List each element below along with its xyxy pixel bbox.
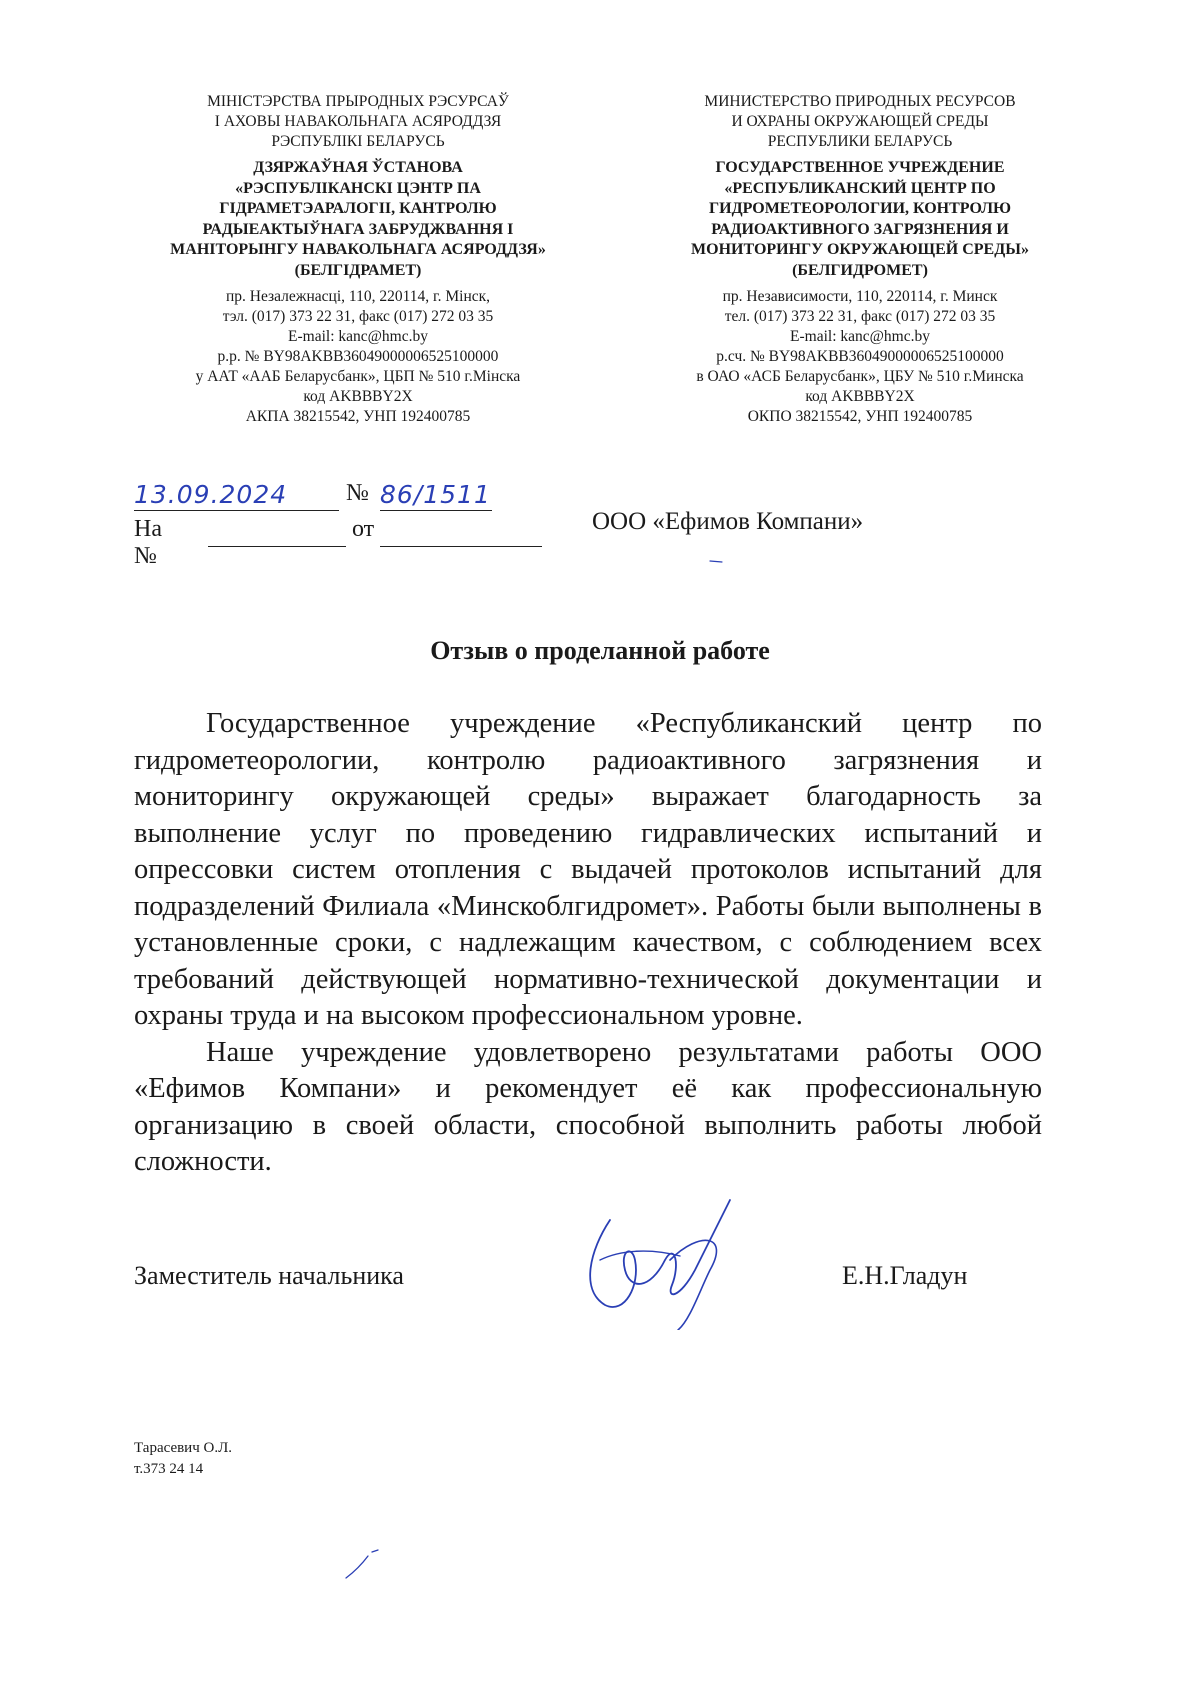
org-name-be [138,158,578,281]
org-line: (БЕЛГІДРАМЕТ) [294,261,422,279]
org-details-be [138,287,578,427]
ministry-line: МИНИСТЕРСТВО ПРИРОДНЫХ РЕСУРСОВ [704,93,1016,110]
ministry-line: РЭСПУБЛІКІ БЕЛАРУСЬ [271,133,445,150]
ministry-line: РЕСПУБЛИКИ БЕЛАРУСЬ [767,133,953,150]
details-line: в ОАО «АСБ Беларусбанк», ЦБУ № 510 г.Минска [696,368,1024,385]
org-line: ГИДРОМЕТЕОРОЛОГИИ, КОНТРОЛЮ [708,200,1012,217]
details-line: E-mail: kanc@hmc.by [790,328,930,345]
ministry-line: І АХОВЫ НАВАКОЛЬНАГА АСЯРОДДЗЯ [214,113,502,130]
details-line: E-mail: kanc@hmc.by [288,328,428,345]
org-line: ГІДРАМЕТЭАРАЛОГІІ, КАНТРОЛЮ [219,200,497,217]
header-right-block [640,92,1080,427]
details-line: код AKBBBY2X [303,388,413,405]
org-line: ГОСУДАРСТВЕННОЕ УЧРЕЖДЕНИЕ [715,159,1005,176]
details-line: р.р. № BY98AKBB36049000006525100000 [217,348,499,365]
executor-name: Тарасевич О.Л. [134,1440,233,1456]
letter-body [134,706,1042,1181]
signatory-position: Заместитель начальника [134,1261,404,1290]
document-title: Отзыв о проделанной работе [430,636,770,665]
org-line: ДЗЯРЖАЎНАЯ ЎСТАНОВА [253,159,463,176]
details-line: код AKBBBY2X [805,388,915,405]
executor-phone: т.373 24 14 [134,1461,204,1477]
ministry-line: МІНІСТЭРСТВА ПРЫРОДНЫХ РЭСУРСАЎ [207,93,509,110]
reference-number-blank [208,516,346,547]
details-line: у ААТ «ААБ Беларусбанк», ЦБП № 510 г.Мінска [195,368,521,385]
org-line: (БЕЛГИДРОМЕТ) [792,261,928,279]
handwritten-signature [580,1190,770,1330]
details-line: р.сч. № BY98AKBB36049000006525100000 [716,348,1004,365]
ministry-name-ru [640,92,1080,152]
org-line: МОНИТОРИНГУ ОКРУЖАЮЩЕЙ СРЕДЫ» [691,241,1029,258]
ink-mark [708,556,728,566]
outgoing-number: 86/1511 [380,480,491,509]
executor-block [134,1438,232,1480]
paragraph: Государственное учреждение «Республиканский центр по гидрометеорологии, контролю радиоактивного загрязнения и мониторингу окружающей среды» выражает благодарность за выполнение услуг по проведению гидравлических испытаний и опрессовки систем отопления с выдачей протоколов испытаний для подразделений Филиала «Минскоблгидромет». Работы были выполнены в установленные сроки, с надлежащим качеством, с соблюдением всех требований действующей нормативно-технической документации и охраны труда и на высоком профессиональном уровне. [134,708,1042,1031]
details-line: пр. Незалежнасці, 110, 220114, г. Мінск, [225,288,491,305]
from-label: от [352,516,375,542]
details-line: пр. Независимости, 110, 220114, г. Минск [722,288,998,305]
reference-label: На № [134,516,162,569]
paragraph: Наше учреждение удовлетворено результатами работы ООО «Ефимов Компани» и рекомендует её как профессиональную организацию в своей области, способной выполнить работы любой сложности. [134,1036,1042,1177]
org-details-ru [640,287,1080,427]
outgoing-date: 13.09.2024 [134,480,339,511]
details-line: тел. (017) 373 22 31, факс (017) 272 03 35 [724,308,996,325]
details-line: ОКПО 38215542, УНП 192400785 [747,408,973,425]
details-line: АКПА 38215542, УНП 192400785 [245,408,471,425]
reference-date-blank [380,516,542,547]
details-line: тэл. (017) 373 22 31, факс (017) 272 03 35 [222,308,494,325]
recipient: ООО «Ефимов Компани» [592,508,864,535]
header-left-block [138,92,578,427]
org-line: «РЕСПУБЛИКАНСКИЙ ЦЕНТР ПО [724,179,996,197]
signatory-name: Е.Н.Гладун [842,1261,968,1290]
org-line: МАНІТОРЫНГУ НАВАКОЛЬНАГА АСЯРОДДЗЯ» [170,241,546,258]
ink-mark [342,1546,382,1582]
org-line: РАДИОАКТИВНОГО ЗАГРЯЗНЕНИЯ И [711,220,1009,238]
ministry-name-be [138,92,578,152]
org-line: РАДЫЕАКТЫЎНАГА ЗАБРУДЖВАННЯ І [202,220,514,238]
org-name-ru [640,158,1080,281]
org-line: «РЭСПУБЛІКАНСКІ ЦЭНТР ПА [235,179,481,197]
ministry-line: И ОХРАНЫ ОКРУЖАЮЩЕЙ СРЕДЫ [731,113,989,130]
number-label: № [346,480,369,506]
